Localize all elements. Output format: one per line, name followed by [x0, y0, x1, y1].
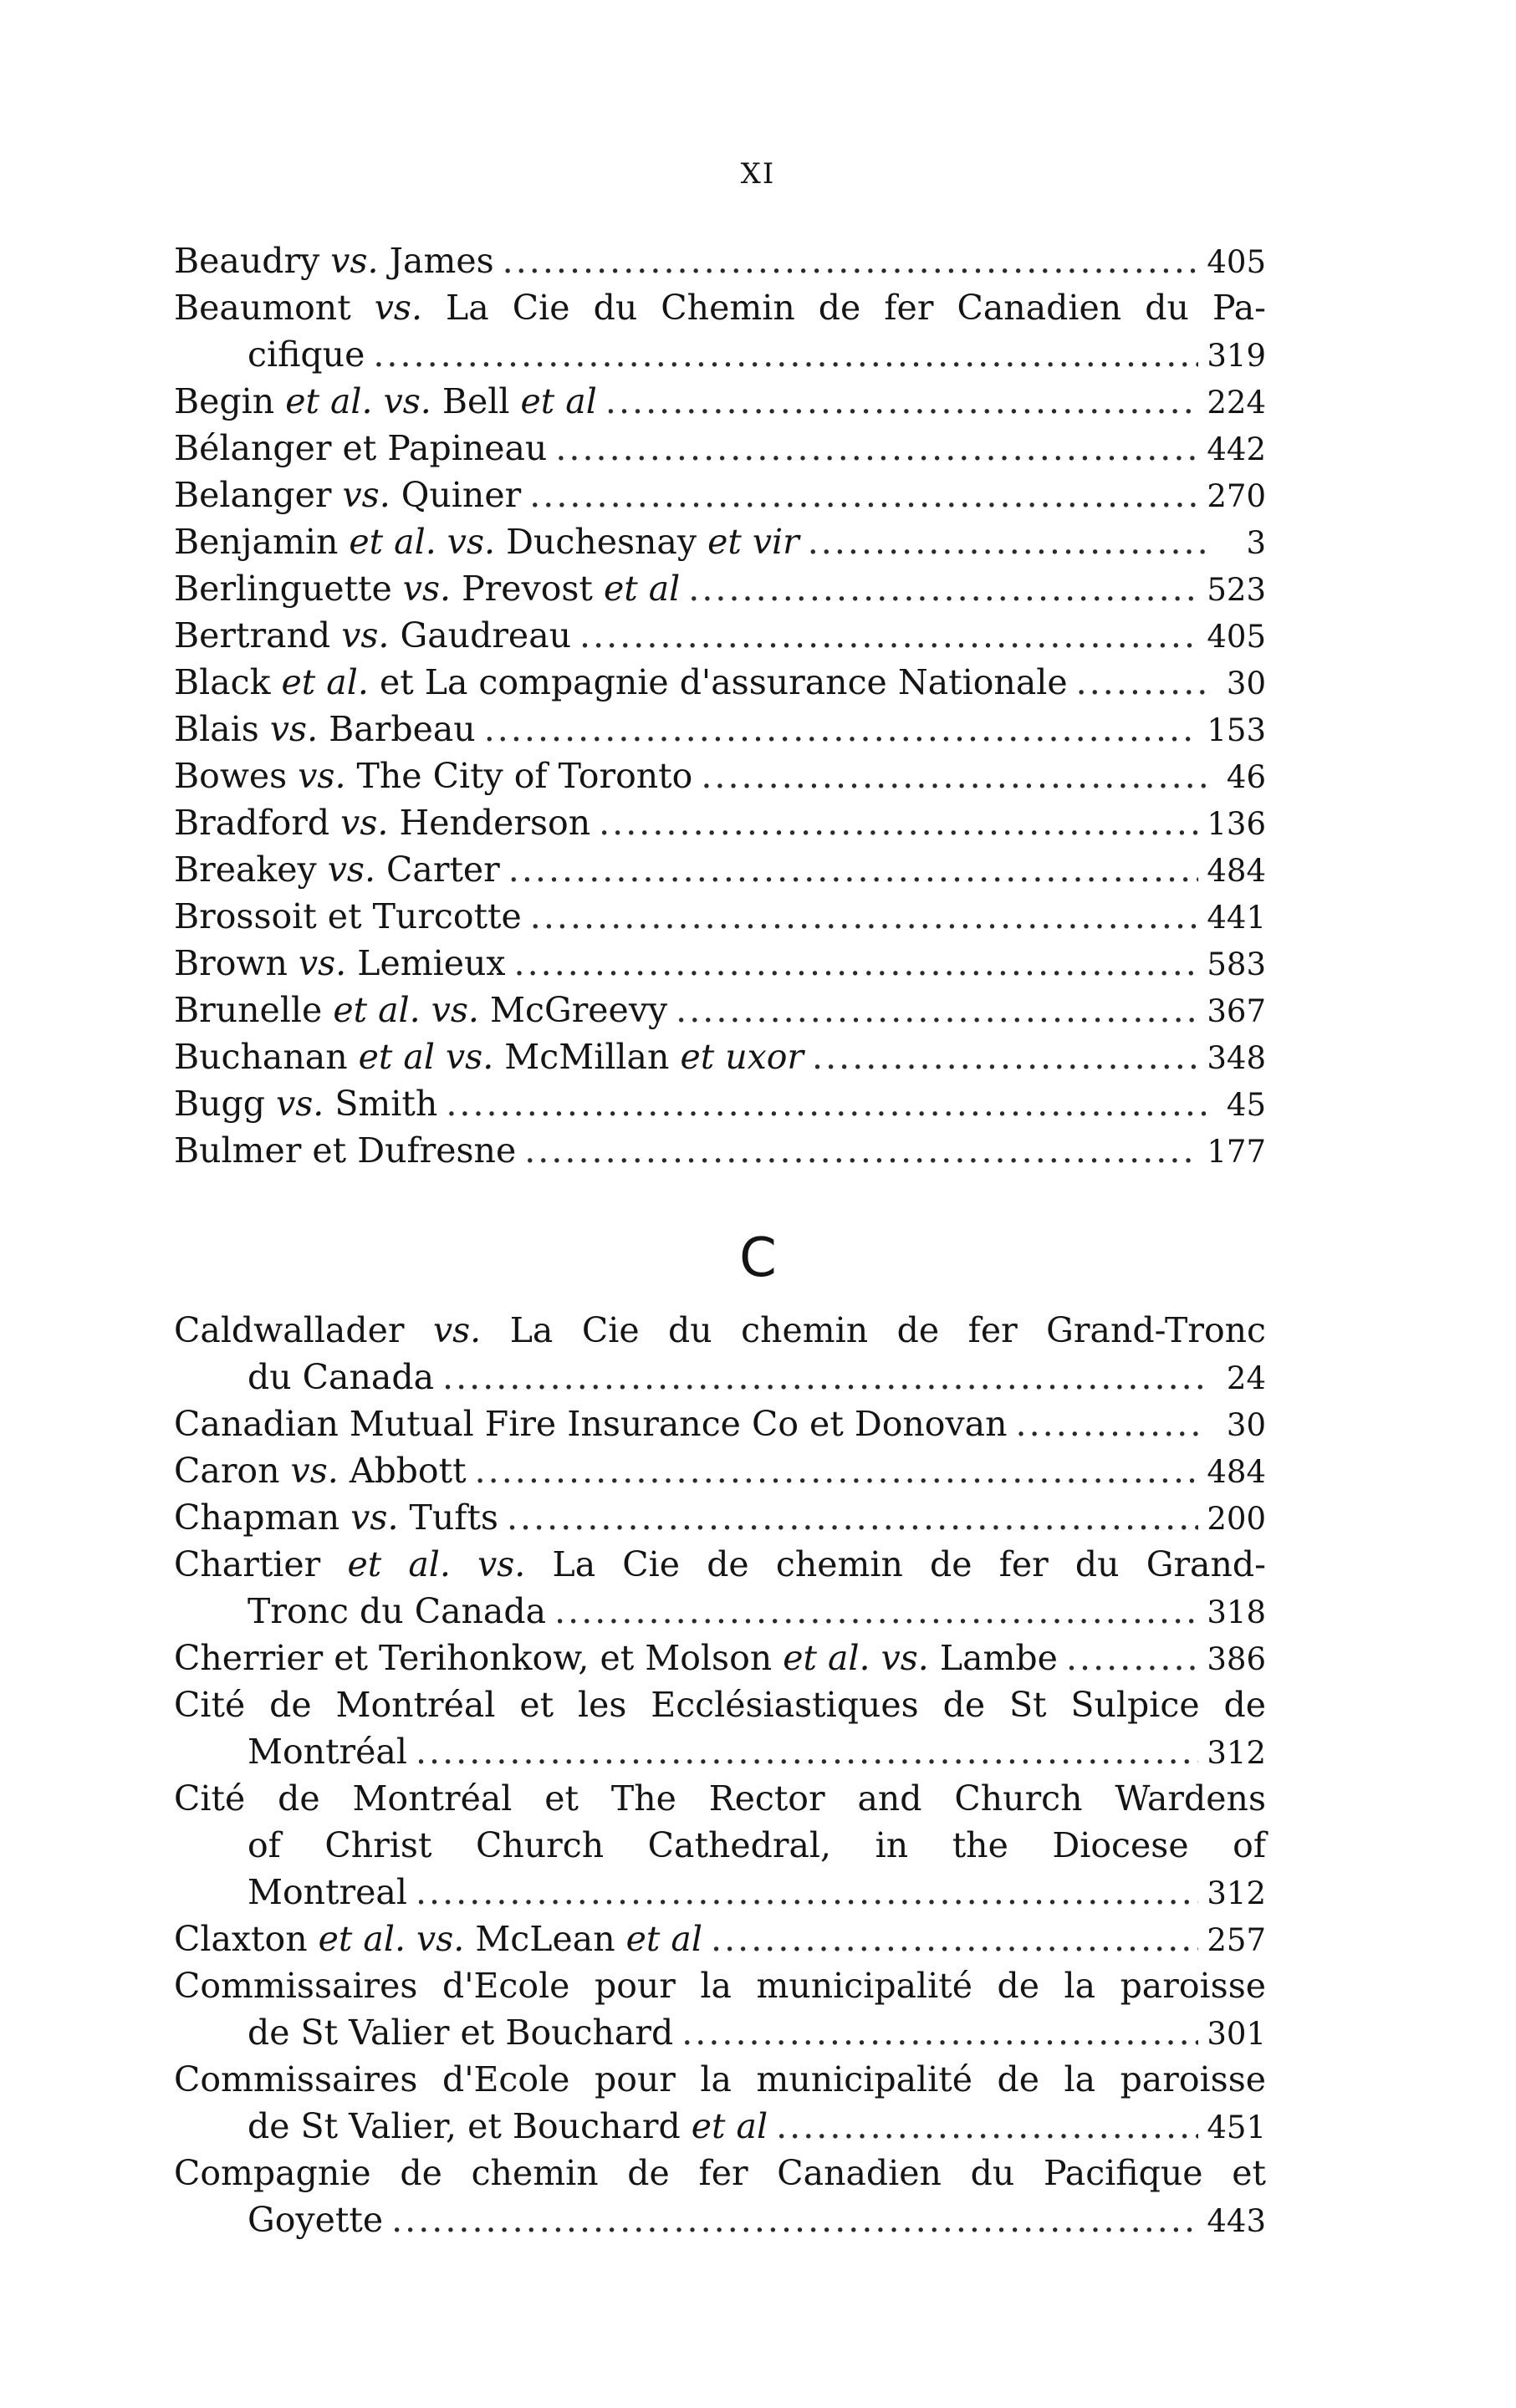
entry-text: Black et al. et La compagnie d'assurance Nationale [174, 662, 1068, 702]
entry-page-number: 583 [1207, 946, 1266, 982]
entry-page-number: 386 [1207, 1641, 1266, 1677]
entry-text: Brown vs. Lemieux [174, 943, 506, 983]
entry-text: Cité de Montréal et The Rector and Church Wardens [174, 1778, 1266, 1819]
page-number: XI [740, 157, 776, 191]
dot-leader [475, 1447, 1199, 1494]
entry-page-number: 200 [1207, 1501, 1266, 1537]
entry-page-number: 312 [1207, 1875, 1266, 1911]
dot-leader [812, 1033, 1198, 1080]
dot-leader [808, 518, 1206, 565]
entry-text: Bélanger et Papineau [174, 428, 548, 468]
index-entry [174, 659, 1266, 706]
entry-line [174, 1775, 1266, 1822]
entry-text: de St Valier, et Bouchard et al [248, 2106, 768, 2146]
dot-leader [508, 846, 1199, 893]
entry-line [174, 565, 1266, 612]
entry-page-number: 319 [1207, 338, 1266, 374]
dot-leader [688, 565, 1198, 612]
index-entry [174, 799, 1266, 846]
entry-text: Montreal [248, 1872, 407, 1912]
entry-page-number: 153 [1207, 712, 1266, 748]
index-entry [174, 1307, 1266, 1400]
entry-page-number: 312 [1207, 1735, 1266, 1771]
dot-leader [503, 237, 1199, 284]
entry-text: Montréal [248, 1732, 407, 1772]
entry-line [174, 1869, 1266, 1916]
entry-text: Bertrand vs. Gaudreau [174, 615, 572, 656]
entry-line [174, 612, 1266, 659]
entry-text: Brunelle et al. vs. McGreevy [174, 990, 668, 1030]
dot-leader [530, 893, 1199, 940]
entry-page-number: 177 [1207, 1134, 1266, 1170]
index-section-b [174, 237, 1266, 1174]
entry-text: Bradford vs. Henderson [174, 803, 591, 843]
index-entry [174, 1127, 1266, 1174]
entry-text: Commissaires d'Ecole pour la municipalité de la paroisse [174, 2059, 1266, 2099]
entry-line [174, 518, 1266, 565]
entry-line [174, 1447, 1266, 1494]
index-entry [174, 425, 1266, 472]
entry-text: Begin et al. vs. Bell et al [174, 381, 597, 421]
dot-leader [507, 1494, 1198, 1541]
entry-page-number: 523 [1207, 572, 1266, 608]
entry-text: Beaudry vs. James [174, 241, 494, 281]
dot-leader [599, 799, 1198, 846]
entry-page-number: 3 [1246, 525, 1266, 561]
entry-text: Breakey vs. Carter [174, 849, 500, 890]
index-entry [174, 1541, 1266, 1635]
entry-text: cifique [248, 334, 365, 375]
index-entry [174, 752, 1266, 799]
index-entry [174, 284, 1266, 378]
dot-leader [446, 1080, 1206, 1127]
entry-text: Berlinguette vs. Prevost et al [174, 569, 681, 609]
entry-line [174, 1681, 1266, 1728]
entry-text: Goyette [248, 2200, 384, 2240]
entry-text: Tronc du Canada [248, 1591, 547, 1631]
section-heading-c: C [739, 1227, 777, 1289]
dot-leader [514, 940, 1199, 987]
entry-page-number: 484 [1207, 853, 1266, 889]
entry-line [174, 1400, 1266, 1447]
entry-text: Beaumont vs. La Cie du Chemin de fer Canadien du Pa- [174, 288, 1266, 328]
entry-text: du Canada [248, 1357, 435, 1397]
entry-text: Cherrier et Terihonkow, et Molson et al. vs. Lambe [174, 1638, 1058, 1678]
entry-text: of Christ Church Cathedral, in the Diocese of [248, 1825, 1266, 1865]
entry-page-number: 405 [1207, 244, 1266, 280]
entry-line [174, 752, 1266, 799]
entry-line [174, 2196, 1266, 2243]
entry-line [174, 1822, 1266, 1869]
dot-leader [1076, 659, 1206, 706]
dot-leader [681, 2009, 1198, 2056]
dot-leader [711, 1916, 1198, 1962]
dot-leader [554, 1588, 1198, 1635]
entry-line [174, 893, 1266, 940]
dot-leader [484, 706, 1199, 752]
index-entry [174, 1080, 1266, 1127]
dot-leader [1066, 1635, 1198, 1681]
entry-line [174, 331, 1266, 378]
entry-text: Caldwallader vs. La Cie du chemin de fer Grand-Tronc [174, 1310, 1266, 1350]
entry-page-number: 46 [1226, 759, 1266, 795]
entry-page-number: 301 [1207, 2016, 1266, 2052]
entry-text: Claxton et al. vs. McLean et al [174, 1919, 702, 1959]
entry-line [174, 1307, 1266, 1354]
dot-leader [529, 472, 1198, 518]
entry-line [174, 1354, 1266, 1400]
entry-page-number: 442 [1207, 431, 1266, 467]
index-section-c [174, 1307, 1266, 2243]
entry-page-number: 441 [1207, 900, 1266, 936]
entry-page-number: 348 [1207, 1040, 1266, 1076]
entry-line [174, 1127, 1266, 1174]
entry-page-number: 30 [1226, 1407, 1266, 1443]
entry-text: Compagnie de chemin de fer Canadien du Pacifique et [174, 2153, 1266, 2193]
entry-line [174, 1916, 1266, 1962]
entry-line [174, 846, 1266, 893]
dot-leader [701, 752, 1206, 799]
entry-line [174, 378, 1266, 425]
dot-leader [676, 987, 1198, 1033]
index-entry [174, 518, 1266, 565]
entry-page-number: 405 [1207, 619, 1266, 655]
entry-text: de St Valier et Bouchard [248, 2013, 674, 2053]
entry-text: Belanger vs. Quiner [174, 475, 522, 515]
index-entry [174, 1681, 1266, 1775]
entry-page-number: 443 [1207, 2203, 1266, 2239]
dot-leader [776, 2103, 1198, 2150]
entry-text: Buchanan et al vs. McMillan et uxor [174, 1037, 804, 1077]
index-entry [174, 1916, 1266, 1962]
entry-line [174, 1588, 1266, 1635]
entry-page-number: 24 [1226, 1360, 1266, 1396]
entry-line [174, 284, 1266, 331]
dot-leader [391, 2196, 1198, 2243]
index-entry [174, 472, 1266, 518]
entry-line [174, 1080, 1266, 1127]
entry-line [174, 1494, 1266, 1541]
entry-page-number: 257 [1207, 1922, 1266, 1958]
entry-text: Blais vs. Barbeau [174, 709, 476, 749]
entry-line [174, 1033, 1266, 1080]
index-entry [174, 1494, 1266, 1541]
entry-line [174, 472, 1266, 518]
entry-line [174, 706, 1266, 752]
index-entry [174, 1033, 1266, 1080]
index-entry [174, 1775, 1266, 1916]
index-entry [174, 612, 1266, 659]
index-entry [174, 2056, 1266, 2150]
entry-page-number: 224 [1207, 385, 1266, 421]
index-entry [174, 378, 1266, 425]
entry-text: Cité de Montréal et les Ecclésiastiques de St Sulpice de [174, 1685, 1266, 1725]
entry-line [174, 1728, 1266, 1775]
index-entry [174, 706, 1266, 752]
dot-leader [555, 425, 1198, 472]
index-entry [174, 1400, 1266, 1447]
index-entry [174, 2150, 1266, 2243]
index-entry [174, 1962, 1266, 2056]
entry-line [174, 425, 1266, 472]
index-entry [174, 237, 1266, 284]
index-entry [174, 987, 1266, 1033]
entry-line [174, 2103, 1266, 2150]
dot-leader [579, 612, 1198, 659]
entry-text: Canadian Mutual Fire Insurance Co et Donovan [174, 1404, 1008, 1444]
entry-page-number: 318 [1207, 1594, 1266, 1630]
entry-text: Bowes vs. The City of Toronto [174, 756, 693, 796]
entry-text: Commissaires d'Ecole pour la municipalité de la paroisse [174, 1966, 1266, 2006]
dot-leader [416, 1869, 1198, 1916]
entry-line [174, 799, 1266, 846]
entry-line [174, 2150, 1266, 2196]
dot-leader [524, 1127, 1198, 1174]
entry-line [174, 237, 1266, 284]
dot-leader [605, 378, 1199, 425]
index-entry [174, 893, 1266, 940]
index-entry [174, 1635, 1266, 1681]
entry-line [174, 987, 1266, 1033]
entry-text: Caron vs. Abbott [174, 1451, 467, 1491]
entry-text: Benjamin et al. vs. Duchesnay et vir [174, 522, 799, 562]
entry-text: Chapman vs. Tufts [174, 1497, 498, 1538]
entry-text: Chartier et al. vs. La Cie de chemin de fer du Grand- [174, 1544, 1266, 1584]
entry-page-number: 136 [1207, 806, 1266, 842]
entry-line [174, 2056, 1266, 2103]
entry-page-number: 45 [1226, 1087, 1266, 1123]
index-entry [174, 940, 1266, 987]
entry-line [174, 1962, 1266, 2009]
entry-line [174, 659, 1266, 706]
index-entry [174, 565, 1266, 612]
entry-text: Brossoit et Turcotte [174, 896, 522, 936]
dot-leader [1016, 1400, 1207, 1447]
entry-text: Bugg vs. Smith [174, 1084, 438, 1124]
dot-leader [373, 331, 1198, 378]
entry-page-number: 270 [1207, 478, 1266, 514]
entry-line [174, 2009, 1266, 2056]
entry-page-number: 30 [1226, 666, 1266, 701]
index-entry [174, 1447, 1266, 1494]
entry-line [174, 1541, 1266, 1588]
dot-leader [442, 1354, 1206, 1400]
entry-page-number: 451 [1207, 2110, 1266, 2145]
entry-line [174, 940, 1266, 987]
entry-text: Bulmer et Dufresne [174, 1130, 517, 1171]
dot-leader [416, 1728, 1198, 1775]
entry-page-number: 484 [1207, 1454, 1266, 1490]
entry-page-number: 367 [1207, 993, 1266, 1029]
index-entry [174, 846, 1266, 893]
entry-line [174, 1635, 1266, 1681]
